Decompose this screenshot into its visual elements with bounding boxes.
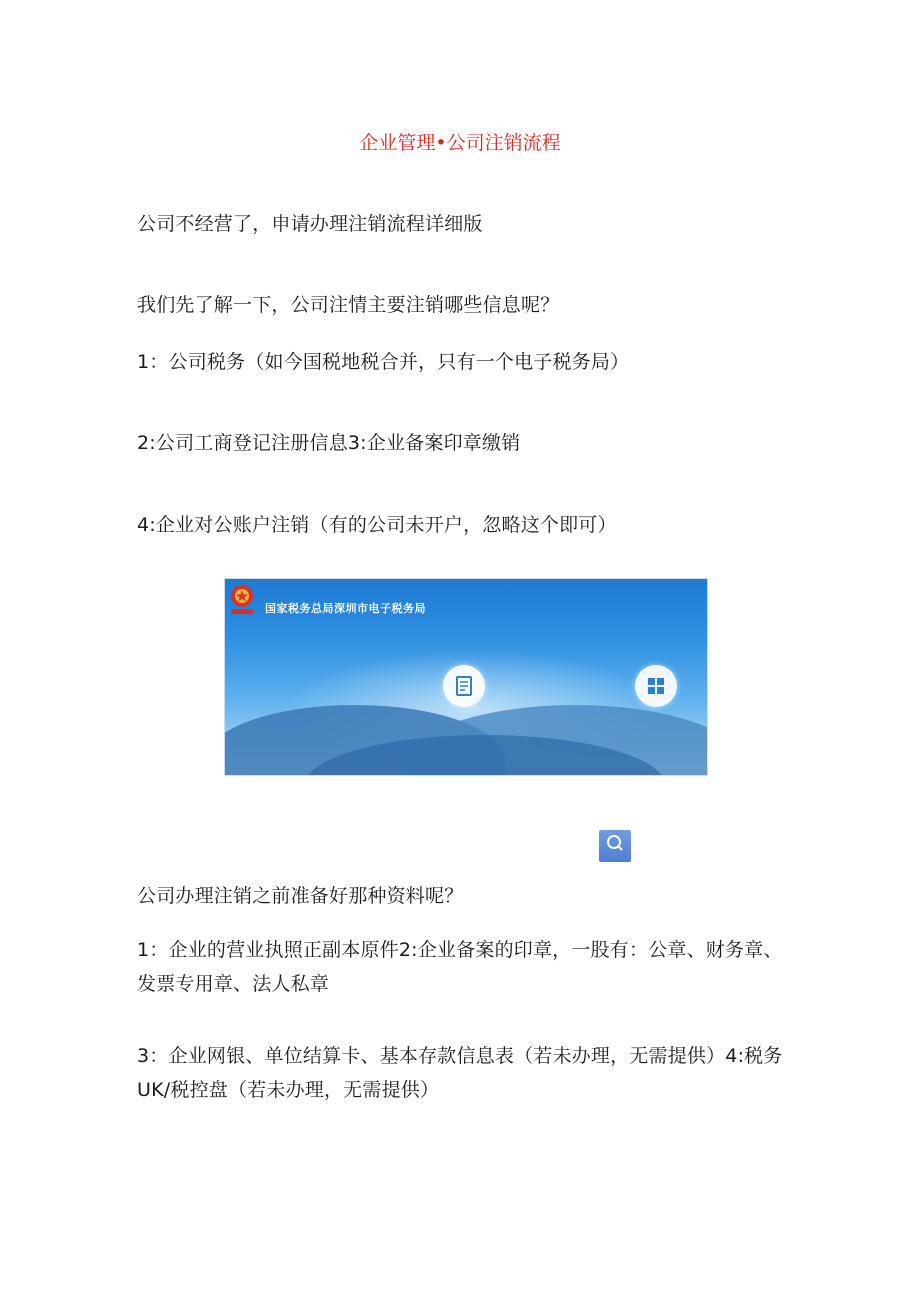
paragraph-question: 我们先了解一下，公司注情主要注销哪些信息呢？ (137, 294, 560, 316)
paragraph-item-4: 4:企业对公账户注销（有的公司未开户，忽略这个即可） (137, 514, 617, 536)
paragraph-materials-1-2: 1：企业的营业执照正副本原件2:企业备案的印章，一股有：公章、财务章、发票专用章、法人私章 (137, 939, 783, 995)
grid-icon (635, 665, 677, 707)
circle-button-right (635, 665, 677, 707)
banner-title: 国家税务总局深圳市电子税务局 (265, 602, 426, 615)
tax-bureau-screenshot (224, 578, 708, 776)
document-title: 企业管理•公司注销流程 (359, 132, 561, 154)
paragraph-item-1: 1：公司税务（如今国税地税合并，只有一个电子税务局） (137, 351, 630, 373)
circle-button-left (443, 665, 485, 707)
national-emblem-icon (229, 583, 255, 617)
paragraph-materials-question: 公司办理注销之前准备好那种资料呢？ (137, 885, 464, 907)
search-badge-icon (599, 830, 631, 862)
magnifier-icon (599, 830, 631, 862)
paragraph-item-2-3: 2:公司工商登记注册信息3:企业备案印章缴销 (137, 432, 521, 454)
paragraph-intro: 公司不经营了，申请办理注销流程详细版 (137, 213, 483, 235)
document-icon (443, 665, 485, 707)
paragraph-materials-3-4: 3：企业网银、单位结算卡、基本存款信息表（若未办理，无需提供）4:税务UK/税控盘（若未办理，无需提供） (137, 1045, 783, 1101)
